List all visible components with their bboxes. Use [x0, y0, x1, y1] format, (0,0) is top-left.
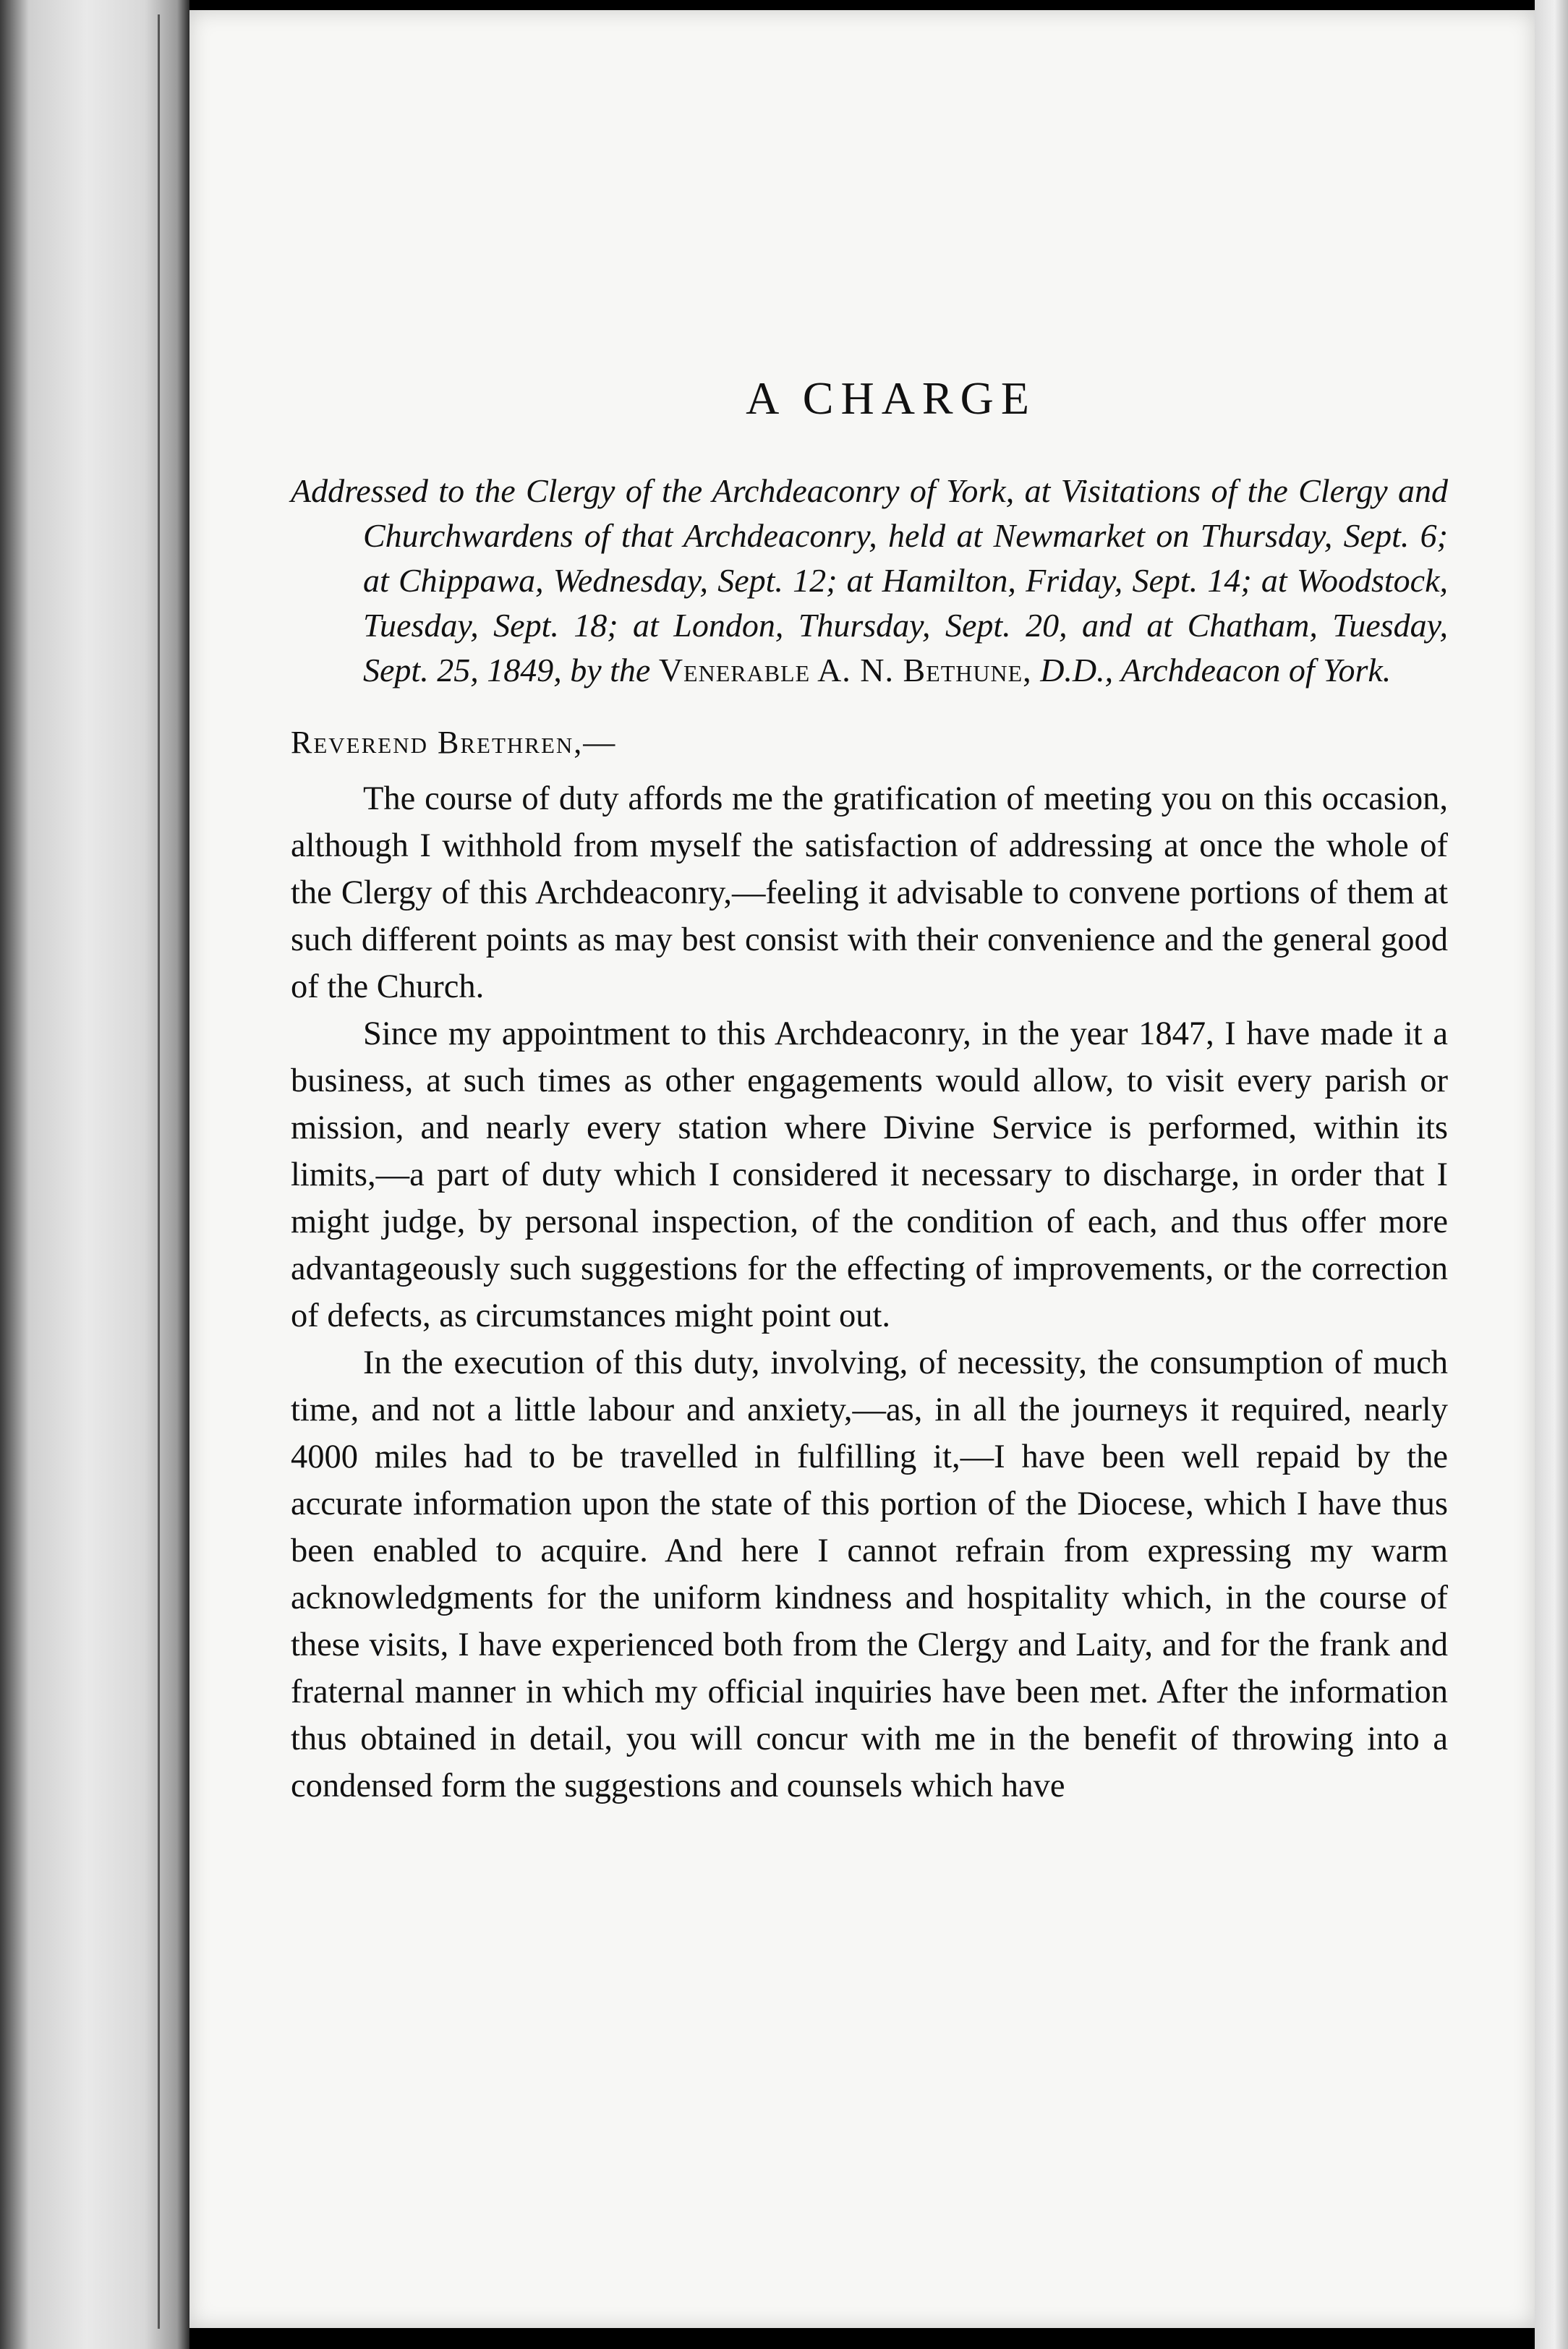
address-closing: D.D., Archdeacon of York. — [1031, 652, 1392, 688]
page-title: A CHARGE — [746, 372, 1036, 424]
page-spine — [0, 0, 189, 2349]
salutation: Reverend Brethren,— — [291, 725, 617, 760]
right-page-edge — [1535, 0, 1568, 2349]
paragraph-2: Since my appointment to this Archdeaconry, in the year 1847, I have made it a business, at such times as other engagements would allow, to visit every parish or mission, and nearly every station where Divine Service is performed, within its limits,—a part of duty which I considered it necessary to discharge, in order that I might judge, by personal inspection, of the condition of each, and thus offer more advantageously such suggestions for the effecting of improvements, or the correction of defects, as circumstances might point out. — [291, 1015, 1448, 1334]
spine-fold-line — [158, 14, 160, 2329]
page-content — [291, 372, 1448, 1809]
author-name: Venerable A. N. Bethune, — [658, 652, 1032, 688]
paragraph-1: The course of duty affords me the gratification of meeting you on this occasion, although I withhold from myself the satisfaction of addressing at once the whole of the Clergy of this Archdeaconry,—feeling it advisable to convene portions of them at such different points as may best consist with their convenience and the general good of the Church. — [291, 780, 1448, 1005]
document-page — [189, 10, 1535, 2328]
address-text: Addressed to the Clergy of the Archdeaconry of York, at Visitations of the Clergy and Churchwardens of that Archdeaconry, held at Newmarket on Thursday, Sept. 6; at Chippawa, Wednesday, Sept. 12; at Hamilton, Friday, Sept. 14; at Woodstock, Tuesday, Sept. 18; at London, Thursday, Sept. 20, and at Chatham, Tuesday, Sept. 25, 1849, by the — [291, 472, 1448, 688]
paragraph-3: In the execution of this duty, involving, of necessity, the consumption of much time, and not a little labour and anxiety,—as, in all the journeys it required, nearly 4000 miles had to be travelled in fulfilling it,—I have been well repaid by the accurate information upon the state of this portion of the Diocese, which I have thus been enabled to acquire. And here I cannot refrain from expressing my warm acknowledgments for the uniform kindness and hospitality which, in the course of these visits, I have experienced both from the Clergy and Laity, and for the frank and fraternal manner in which my official inquiries have been met. After the information thus obtained in detail, you will concur with me in the benefit of throwing into a condensed form the suggestions and counsels which have — [291, 1344, 1448, 1804]
address-block — [291, 469, 1448, 693]
